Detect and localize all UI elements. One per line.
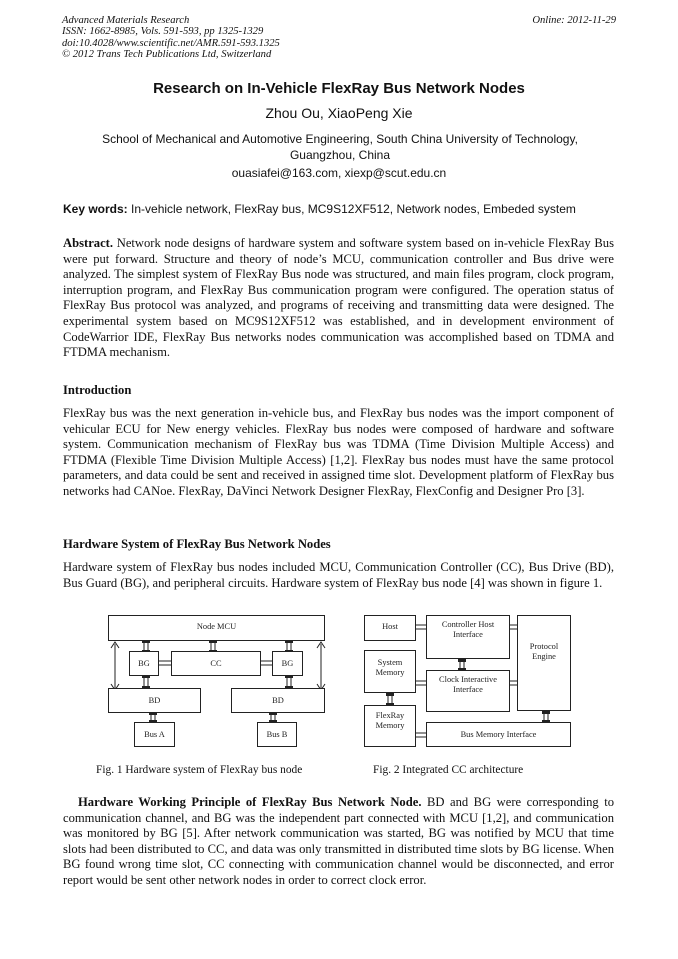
bd-left-box: BD <box>108 688 201 713</box>
issn-line: ISSN: 1662-8985, Vols. 591-593, pp 1325-1329 <box>62 26 264 38</box>
bd-right-box: BD <box>231 688 325 713</box>
flexray-memory-box: FlexRay Memory <box>364 705 416 747</box>
bg-right-box: BG <box>272 651 303 676</box>
abstract-label: Abstract. <box>63 236 114 250</box>
paper-title: Research on In-Vehicle FlexRay Bus Network Nodes <box>153 80 525 97</box>
introduction-heading: Introduction <box>63 383 132 397</box>
bg-left-box: BG <box>129 651 159 676</box>
copyright-line: © 2012 Trans Tech Publications Ltd, Switzerland <box>62 49 272 61</box>
working-principle <box>63 795 614 889</box>
bus-a-box: Bus A <box>134 722 175 747</box>
introduction-text: FlexRay bus was the next generation in-vehicle bus, and FlexRay bus nodes was the import component of vehicular ECU for New energy vehicles. FlexRay bus nodes were composed of hardware and software system. Communication mechanism of FlexRay bus was TDMA (Time Division Multiple Access) and FTDMA (Flexible Time Division Multiple Access) [1,2]. FlexRay bus nodes must have the same protocol parameters, and data could be sent and received in assigned time slot. Development platform of FlexRay bus networks had CANoe. FlexRay, DaVinci Network Designer FlexRay, FlexConfig and Designer Pro [3]. <box>63 406 614 498</box>
bus-b-box: Bus B <box>257 722 297 747</box>
cc-box: CC <box>171 651 261 676</box>
controller-host-interface-box: Controller Host Interface <box>426 615 510 659</box>
online-date: Online: 2012-11-29 <box>532 15 616 26</box>
keywords-text: In-vehicle network, FlexRay bus, MC9S12XF512, Network nodes, Embeded system <box>127 202 576 216</box>
working-principle-label: Hardware Working Principle of FlexRay Bus Network Node. <box>78 795 422 809</box>
figure-2-caption: Fig. 2 Integrated CC architecture <box>373 764 524 776</box>
author-emails: ouasiafei@163.com, xiexp@scut.edu.cn <box>231 166 447 180</box>
keywords-label: Key words: <box>63 202 128 216</box>
system-memory-box: System Memory <box>364 650 416 693</box>
clock-interactive-interface-box: Clock Interactive Interface <box>426 670 510 712</box>
journal-name: Advanced Materials Research <box>62 15 190 26</box>
bus-memory-interface-box: Bus Memory Interface <box>426 722 571 747</box>
abstract-text: Network node designs of hardware system and software system based on in-vehicle FlexRay Bus were put forward. Structure and theory of node’s MCU, communication controller and Bus drive were analyzed. The simplest system of FlexRay Bus node was structured, and main files program, clock program, interruption program, and FlexRay Bus communication program were configured. The operation status of FlexRay Bus protocol was analyzed, and programs of receiving and transmitting data were designed. The experimental system based on MC9S12XF512 was established, and in development environment of CodeWarrior IDE, FlexRay Bus networks nodes communication was accomplished based on TDMA and FTDMA mechanism. <box>63 236 614 360</box>
paper-authors: Zhou Ou, XiaoPeng Xie <box>265 105 413 121</box>
doi-line: doi:10.4028/www.scientific.net/AMR.591-593.1325 <box>62 37 280 49</box>
hardware-heading: Hardware System of FlexRay Bus Network Nodes <box>63 537 331 551</box>
host-box: Host <box>364 615 416 641</box>
figure-1-caption: Fig. 1 Hardware system of FlexRay bus node <box>96 764 303 776</box>
working-principle-text: BD and BG were corresponding to communication channel, and BG was the independent part connected with MCU [1,2], and communication was monitored by BG [5]. After network communication was started, BG was notified by MCU that time slots had been distributed to CC, and data was only transmitted in distributed time slots by BG license. When BG found wrong time slot, CC connecting with communication channel would be disconnected, and error report would be sent other network nodes in order to correct clock error. <box>63 795 614 887</box>
hardware-text: Hardware system of FlexRay bus nodes included MCU, Communication Controller (CC), Bus Drive (BD), Bus Guard (BG), and peripheral circuits. Hardware system of FlexRay bus node [4] was shown in figure 1. <box>63 560 614 590</box>
protocol-engine-box: Protocol Engine <box>517 615 571 711</box>
affiliation: School of Mechanical and Automotive Engineering, South China University of Technology, Guangzhou, China <box>102 132 578 162</box>
node-mcu-box: Node MCU <box>108 615 325 641</box>
